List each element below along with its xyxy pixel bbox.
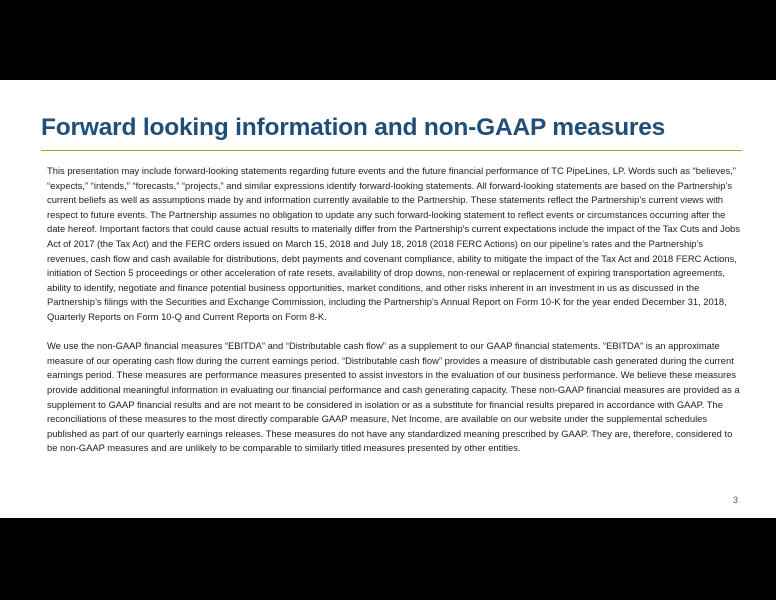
slide-body	[47, 164, 741, 456]
title-divider	[41, 150, 742, 151]
slide	[0, 80, 776, 518]
page-number: 3	[732, 495, 738, 505]
slide-title: Forward looking information and non-GAAP measures	[41, 114, 666, 141]
non-gaap-paragraph: We use the non-GAAP financial measures “EBITDA” and “Distributable cash flow” as a supplement to our GAAP financial statements. “EBITDA” is an approximate measure of our operating cash flow during the current earnings period. “Distributable cash flow” provides a measure of distributable cash generated during the current earnings period. These measures are performance measures presented to assist investors in the evaluation of our business performance. We believe these measures provide additional meaningful information in evaluating our financial performance and cash generating capacity. These non-GAAP financial measures are provided as a supplement to GAAP financial results and are not meant to be considered in isolation or as a substitute for financial results prepared in accordance with GAAP. The reconciliations of these measures to the most directly comparable GAAP measure, Net Income, are available on our website under the supplemental schedules published as part of our quarterly earnings releases. These measures do not have any standardized meaning prescribed by GAAP. They are, therefore, considered to be non-GAAP measures and are unlikely to be comparable to similarly titled measures presented by other entities.	[47, 340, 740, 454]
forward-looking-paragraph: This presentation may include forward-looking statements regarding future events and the future financial performance of TC PipeLines, LP. Words such as “believes,” “expects,” “intends,” “forecasts,” “projects,” and similar expressions identify forward-looking statements. All forward-looking statements are based on the Partnership’s current beliefs as well as assumptions made by and information currently available to the Partnership. These statements reflect the Partnership’s current views with respect to future events. The Partnership assumes no obligation to update any such forward-looking statement to reflect events or circumstances occurring after the date hereof. Important factors that could cause actual results to materially differ from the Partnership's current expectations include the impact of the Tax Cuts and Jobs Act of 2017 (the Tax Act) and the FERC orders issued on March 15, 2018 and July 18, 2018 (2018 FERC Actions) on our pipeline’s rates and the Partnership’s revenues, cash flow and cash available for distributions, debt payments and covenant compliance, ability to mitigate the impact of the Tax Act and 2018 FERC Actions, initiation of Section 5 proceedings or other acceleration of rate resets, availability of drop downs, non-renewal or replacement of expiring transportation agreements, ability to identify, negotiate and finance potential business opportunities, market conditions, and other risks inherent in an investment in us as discussed in the Partnership’s filings with the Securities and Exchange Commission, including the Partnership’s Annual Report on Form 10-K for the year ended December 31, 2018, Quarterly Reports on Form 10-Q and Current Reports on Form 8-K.	[47, 165, 740, 322]
